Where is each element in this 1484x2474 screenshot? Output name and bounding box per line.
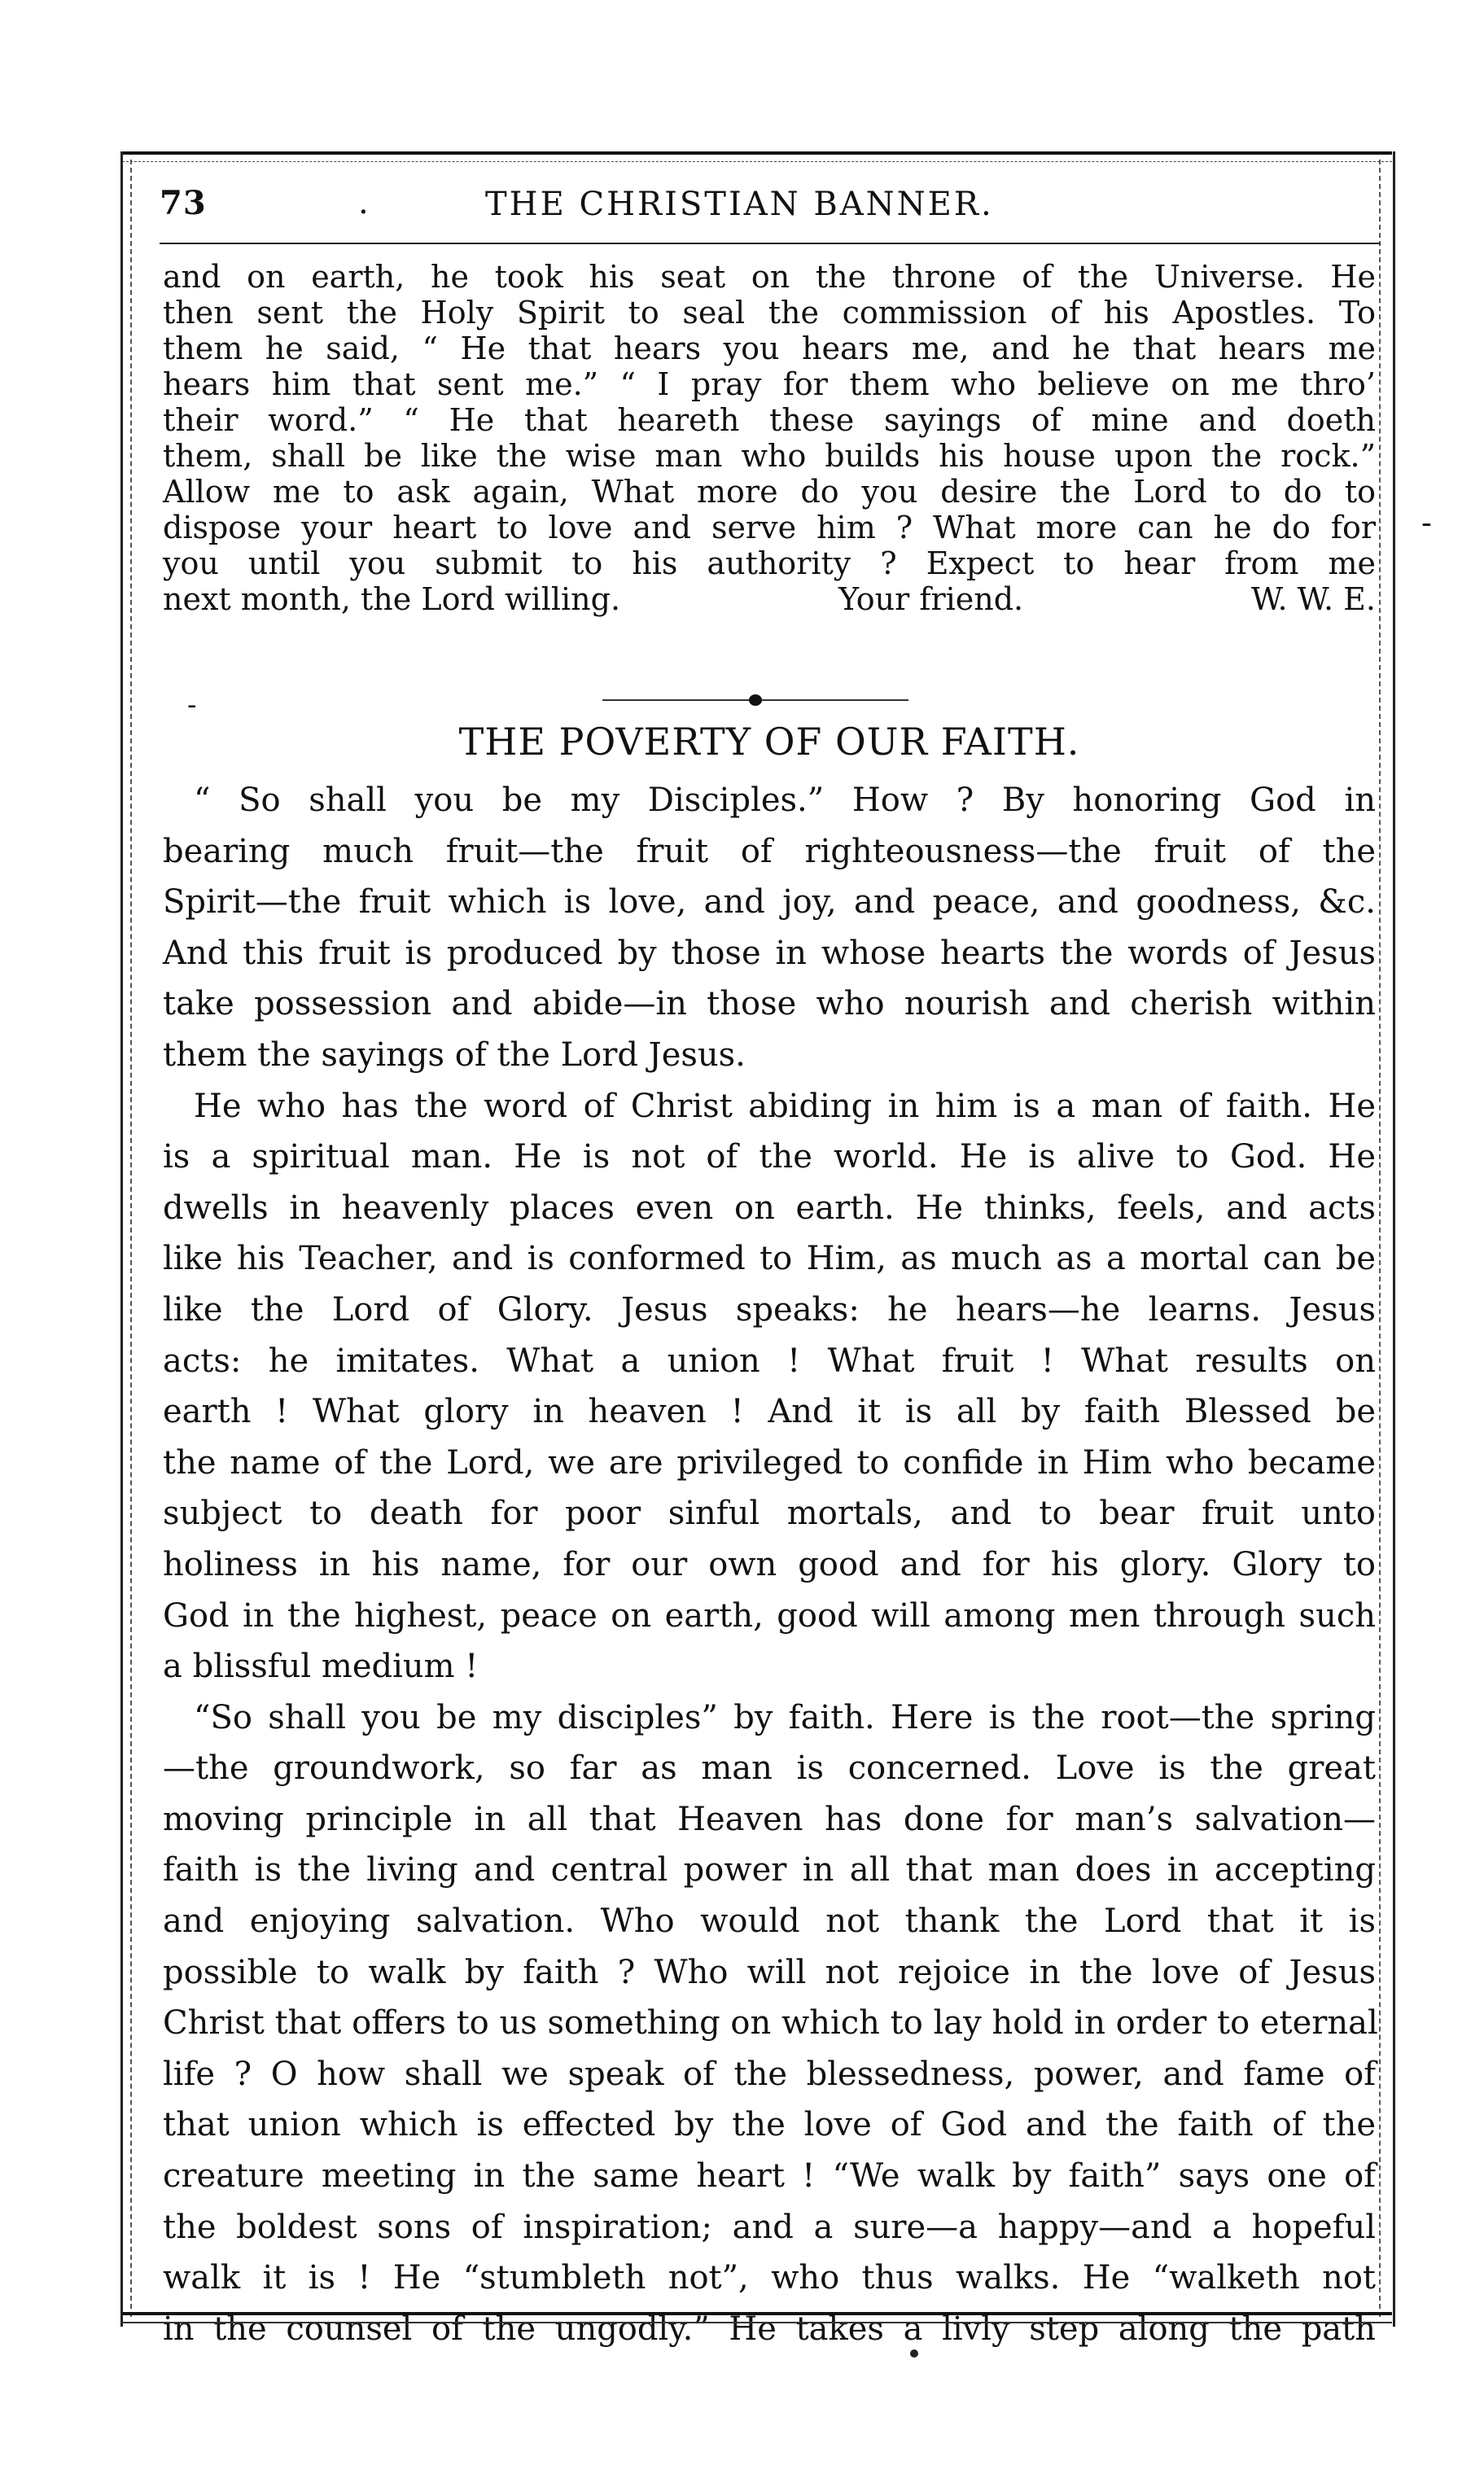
header-rule (160, 243, 1381, 244)
paragraph-line: moving principle in all that Heaven has done for man’s salvation— (163, 1800, 1376, 1838)
bottom-border-rule-inner (122, 2322, 1392, 2323)
bottom-border-rule (122, 2312, 1392, 2315)
paragraph-line: life ? O how shall we speak of the blessedness, power, and fame of (163, 2055, 1376, 2093)
paragraph-line: Christ that offers to us something on which to lay hold in order to eternal (163, 2004, 1378, 2043)
running-head (160, 184, 1389, 233)
paragraph-line: God in the highest, peace on earth, good will among men through such (163, 1596, 1376, 1635)
paragraph-line: like the Lord of Glory. Jesus speaks: he hears—he learns. Jesus (163, 1290, 1376, 1329)
margin-dash-mark: - (1421, 505, 1432, 541)
letter-signoff: Your friend. (838, 581, 1024, 617)
paragraph-line: bearing much fruit—the fruit of righteousness—the fruit of the (163, 832, 1376, 870)
paragraph-line: acts: he imitates. What a union ! What fruit ! What results on (163, 1342, 1376, 1380)
right-dashed-rule (1379, 160, 1381, 2317)
article-body (163, 775, 1376, 2354)
paragraph-line: walk it is ! He “stumbleth not”, who thus walks. He “walketh not (163, 2259, 1376, 2297)
paragraph-first-line: “So shall you be my disciples” by faith. Here is the root—the spring (194, 1698, 1376, 1736)
running-head-separator: . (358, 184, 369, 221)
paragraph-line: the name of the Lord, we are privileged to confide in Him who became (163, 1443, 1376, 1482)
paragraph-line: subject to death for poor sinful mortals, and to bear fruit unto (163, 1495, 1376, 1533)
paragraph-line: Spirit—the fruit which is love, and joy, and peace, and goodness, &c. (163, 883, 1376, 922)
letter-line: dispose your heart to love and serve him ? What more can he do for (163, 510, 1376, 545)
section-heading: THE POVERTY OF OUR FAITH. (458, 720, 1080, 764)
letter-line: them he said, “ He that hears you hears me, and he that hears me (163, 331, 1376, 366)
letter-line: their word.” “ He that heareth these sayings of mine and doeth (163, 402, 1376, 438)
stray-print-mark: - (187, 689, 197, 721)
letter-closing-line (163, 581, 1376, 617)
letter-continuation (163, 259, 1376, 617)
bottom-print-dot (910, 2349, 918, 2358)
paragraph-line: dwells in heavenly places even on earth. He thinks, feels, and acts (163, 1189, 1376, 1227)
letter-line: them, shall be like the wise man who builds his house upon the rock.” (163, 438, 1376, 474)
letter-line: you until you submit to his authority ? Expect to hear from me (163, 545, 1376, 581)
paragraph-line: is a spiritual man. He is not of the world. He is alive to God. He (163, 1138, 1376, 1176)
running-title: THE CHRISTIAN BANNER. (485, 186, 994, 223)
paragraph-line: earth ! What glory in heaven ! And it is all by faith Blessed be (163, 1393, 1376, 1431)
paragraph-line: a blissful medium ! (163, 1648, 479, 1686)
paragraph-first-line: “ So shall you be my Disciples.” How ? By honoring God in (194, 782, 1376, 819)
letter-closing-text: next month, the Lord willing. (163, 581, 621, 617)
paragraph-line: the boldest sons of inspiration; and a sure—a happy—and a hopeful (163, 2208, 1376, 2246)
paragraph-line: take possession and abide—in those who nourish and cherish within (163, 985, 1376, 1023)
letter-signature: W. W. E. (1251, 581, 1376, 617)
paragraph-line: in the counsel of the ungodly.” He takes a livly step along the path (163, 2310, 1376, 2348)
paragraph-line: that union which is effected by the love of God and the faith of the (163, 2106, 1376, 2144)
paragraph-line: holiness in his name, for our own good and for his glory. Glory to (163, 1545, 1376, 1583)
paragraph-first-line: He who has the word of Christ abiding in him is a man of faith. He (194, 1087, 1376, 1125)
left-dashed-rule (130, 160, 132, 2317)
page-number: 73 (160, 184, 207, 222)
letter-line: then sent the Holy Spirit to seal the commission of his Apostles. To (163, 295, 1376, 331)
paragraph-line: creature meeting in the same heart ! “We walk by faith” says one of (163, 2157, 1376, 2196)
paragraph-line: and enjoying salvation. Who would not thank the Lord that it is (163, 1903, 1376, 1941)
letter-line: Allow me to ask again, What more do you desire the Lord to do to (163, 474, 1376, 510)
paragraph-line: possible to walk by faith ? Who will not rejoice in the love of Jesus (163, 1953, 1376, 1991)
letter-line: hears him that sent me.” “ I pray for them who believe on me thro’ (163, 366, 1376, 402)
paragraph-line: And this fruit is produced by those in whose hearts the words of Jesus (163, 934, 1376, 972)
paragraph-line: —the groundwork, so far as man is concerned. Love is the great (163, 1749, 1376, 1788)
section-divider-ornament (602, 692, 928, 708)
paragraph-line: them the sayings of the Lord Jesus. (163, 1036, 746, 1074)
letter-line: and on earth, he took his seat on the throne of the Universe. He (163, 259, 1376, 295)
paragraph-line: like his Teacher, and is conformed to Him, as much as a mortal can be (163, 1240, 1376, 1278)
paragraph-line: faith is the living and central power in all that man does in accepting (163, 1851, 1376, 1889)
